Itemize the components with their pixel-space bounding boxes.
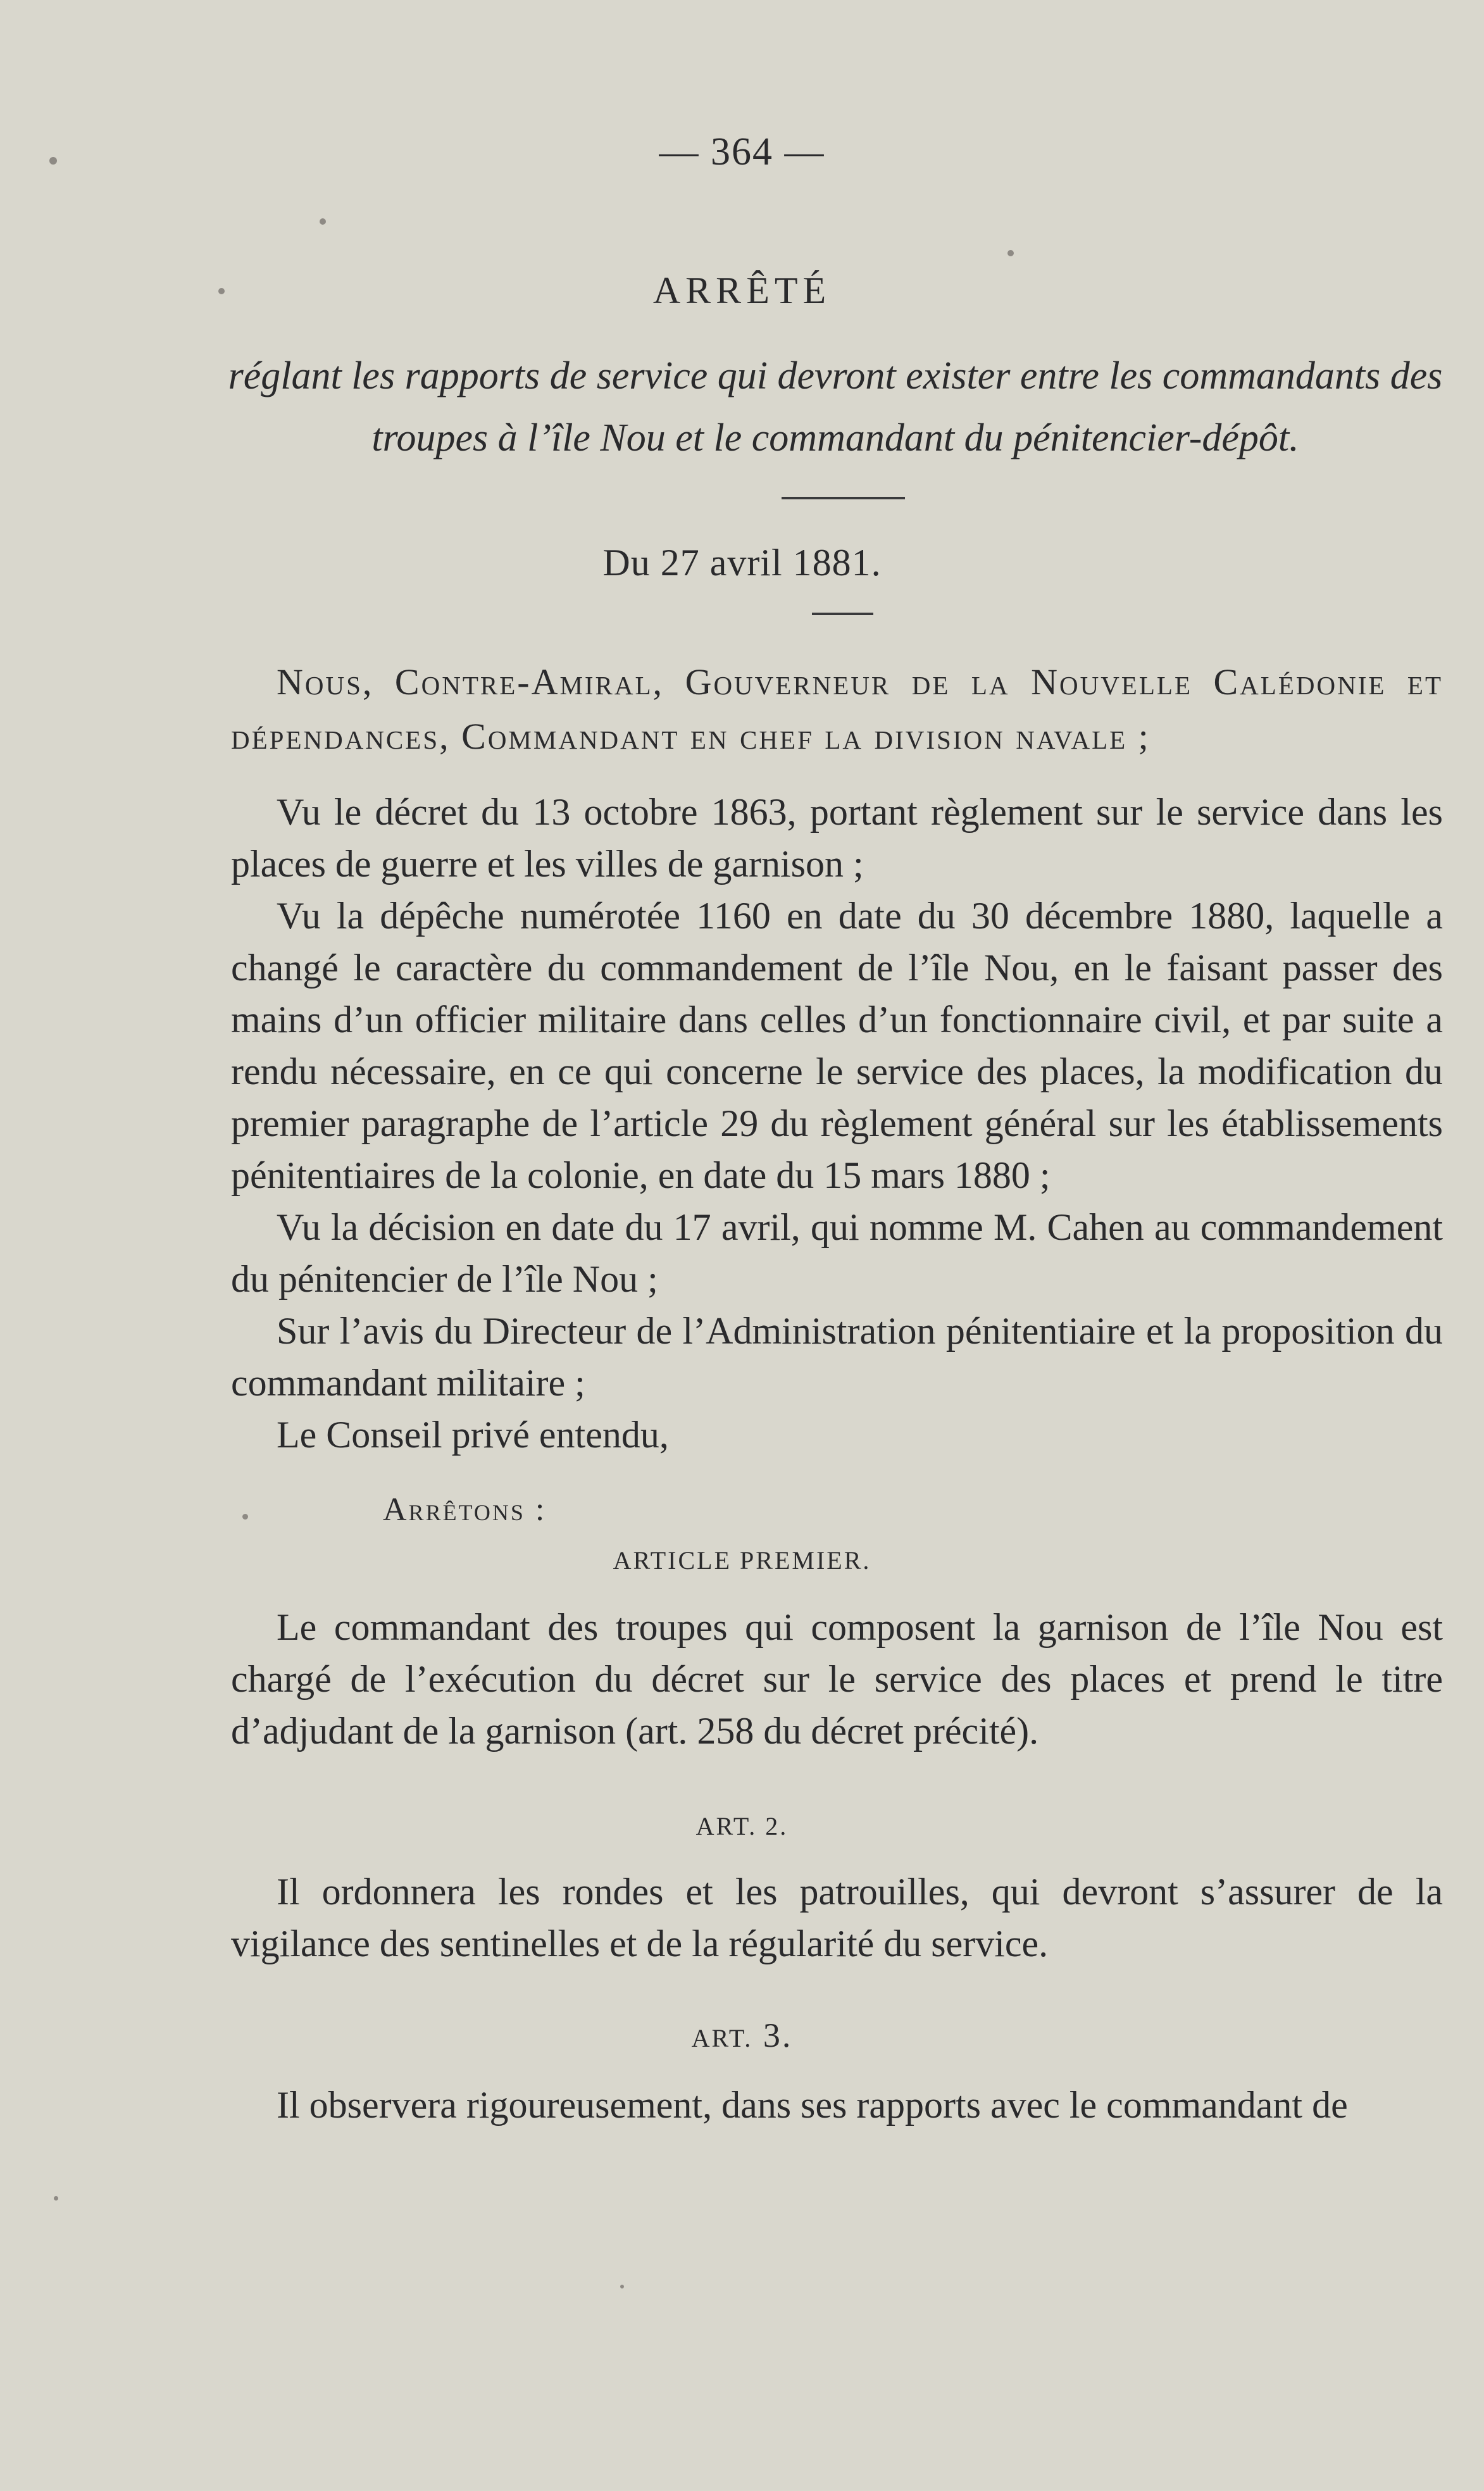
considerations [231,786,1443,1461]
paper-speck [620,2285,624,2288]
article-2-text: Il ordonnera les rondes et les patrouilles, qui devront s’assurer de la vigilance des sentinelles et de la régularité du service. [231,1871,1443,1964]
arretons: Arrêtons : [383,1492,547,1528]
divider-rule-2 [812,613,873,615]
consideration-avis: Sur l’avis du Directeur de l’Administration pénitentiaire et la proposition du commandant militaire ; [231,1310,1443,1404]
paper-speck [49,157,57,165]
page-number: — 364 — [659,130,825,173]
paper-speck [320,218,326,225]
article-2-heading: ART. 2. [695,1812,789,1840]
consideration-decret: Vu le décret du 13 octobre 1863, portant règlement sur le service dans les places de guerre et les villes de garnison ; [231,791,1443,885]
article-1-text-block [231,1601,1443,1757]
document-subtitle: réglant les rapports de service qui devront exister entre les commandants des troupes à l’île Nou et le commandant du pénitencier-dépôt. [228,354,1443,459]
divider-rule-1 [782,497,905,499]
article-3-heading-number: 3. [763,2016,793,2054]
article-3-text-block [231,2079,1443,2131]
document-date: Du 27 avril 1881. [602,542,882,584]
paper-speck [218,288,225,294]
paper-speck [1007,250,1014,256]
preamble-nous: Nous, Contre-Amiral, Gouverneur de la Nouvelle Calédonie et dépendances, Commandant en chef la division navale ; [231,661,1443,757]
consideration-decision: Vu la décision en date du 17 avril, qui nomme M. Cahen au commandement du pénitencier de l’île Nou ; [231,1206,1443,1300]
preamble [231,655,1443,764]
article-2-text-block [231,1866,1443,1970]
paper-speck [54,2196,58,2201]
paper-speck [242,1514,248,1520]
document-title: ARRÊTÉ [652,270,832,311]
article-1-text: Le commandant des troupes qui composent la garnison de l’île Nou est chargé de l’exécution du décret sur le service des places et prend le titre d’adjudant de la garnison (art. 258 du décret précité). [231,1606,1443,1752]
article-3-heading [0,2016,1484,2055]
consideration-conseil: Le Conseil privé entendu, [277,1414,669,1456]
consideration-depeche: Vu la dépêche numérotée 1160 en date du 30 décembre 1880, laquelle a changé le caractère du commandement de l’île Nou, en le faisant passer des mains d’un officier militaire dans celles d’un fonctionnaire civil, et par suite a rendu nécessaire, en ce qui concerne le service des places, la modification du premier paragraphe de l’article 29 du règlement général sur les établissements pénitentiaires de la colonie, en date du 15 mars 1880 ; [231,895,1443,1196]
article-3-text: Il observera rigoureusement, dans ses rapports avec le commandant de [277,2084,1348,2126]
article-1-heading: ARTICLE PREMIER. [613,1546,871,1575]
article-3-heading-word: ART. [691,2024,753,2052]
